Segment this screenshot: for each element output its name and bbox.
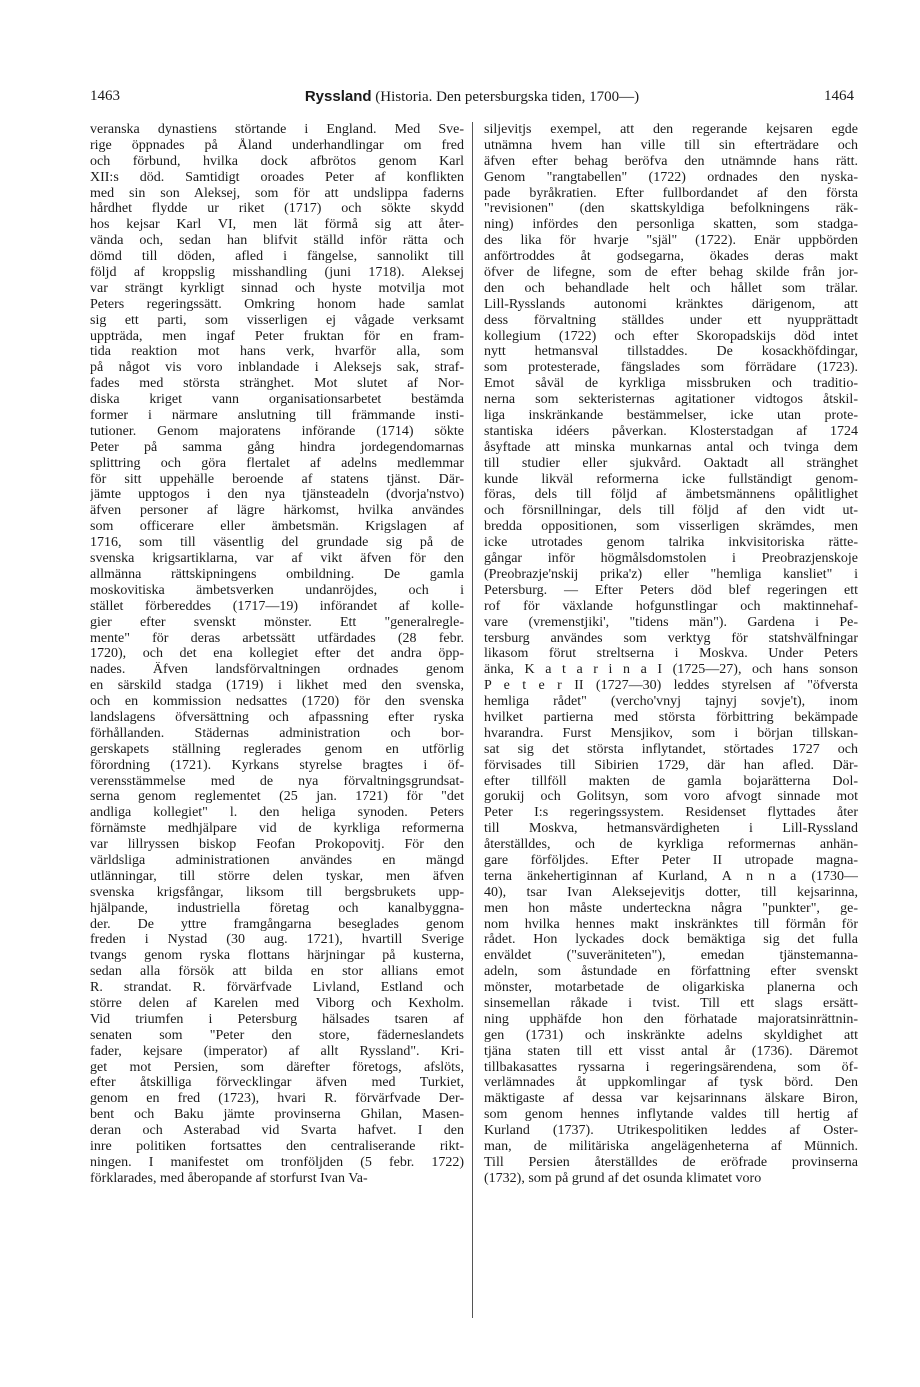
text-line: former i närmare anslutning till främmande insti- xyxy=(90,408,464,424)
text-line: öfver de lifegne, som de efter behag skilde från jor- xyxy=(484,265,858,281)
text-line: hjälpande, industriella företag och kanalbyggna- xyxy=(90,900,464,916)
text-line: man, de militäriska angelägenheterna af Münnich. xyxy=(484,1139,858,1154)
text-line: hvilket partierna med största förbittring bekämpade xyxy=(484,709,858,725)
text-line: dömd till döden, afled i fängelse, sannolikt till xyxy=(90,249,464,265)
text-column-right xyxy=(484,122,858,1322)
text-line: enväldet ("suveräniteten"), emedan tjänstemanna- xyxy=(484,948,858,964)
text-line: uppträda, men ingaf Peter fruktan för en fram- xyxy=(90,328,464,344)
text-line: för sitt uppehälle beroende af statens tjänst. Där- xyxy=(90,471,464,487)
column-divider xyxy=(472,122,473,1318)
text-line: hos kejsar Karl VI, men lät förmå sig att åter- xyxy=(90,217,464,233)
text-line: adeln, som åstundade en författning efter svenskt xyxy=(484,964,858,980)
text-line: rige öppnades på Åland underhandlingar om fred xyxy=(90,137,464,153)
text-line: återställdes, och de kyrkliga reformernas anhän- xyxy=(484,837,858,853)
text-line: tillbakasattes ryssarna i regeringsärendena, som öf- xyxy=(484,1059,858,1075)
page-number-left: 1463 xyxy=(90,88,120,104)
text-line: vare (vremenstjiki', "tidens män"). Gardena i Pe- xyxy=(484,614,858,630)
text-line: verensstämmelse med de nya förvaltningsgrundsat- xyxy=(90,773,464,789)
text-line: nades. Äfven landsförvaltningen ordnades genom xyxy=(90,662,464,678)
text-line: gerskapets ställning reglerades genom en utförlig xyxy=(90,741,464,757)
text-line: som protesterade, fängslades som förrädare (1723). xyxy=(484,360,858,376)
text-line: vända och, sedan han blifvit ställd inför rätta och xyxy=(90,233,464,249)
text-line: äfven personer af lägre härkomst, hvilka användes xyxy=(90,503,464,519)
text-line: stantiska idéers påverkan. Klosterstadgan af 1724 xyxy=(484,423,858,439)
text-line: der. De yttre framgångarna beseglades genom xyxy=(90,916,464,932)
text-line: var strängt kyrkligt sinnad och hyste motvilja mot xyxy=(90,280,464,296)
text-line: senaten som "Peter den store, fäderneslandets xyxy=(90,1027,464,1043)
running-head xyxy=(90,88,854,106)
text-line: allmänna rättskipningens ombildning. De gamla xyxy=(90,566,464,582)
text-line: stället förbereddes (1717—19) införandet af kolle- xyxy=(90,598,464,614)
text-line: likasom förut streltserna i Moskva. Under Peters xyxy=(484,646,858,662)
text-line: mäktigaste af dessa var kejsarinnans älskare Biron, xyxy=(484,1091,858,1107)
text-line: men hon måste underteckna några "punkter", ge- xyxy=(484,900,858,916)
text-line: var lillryssen biskop Feofan Prokopovitj. För den xyxy=(90,837,464,853)
text-line: nom hvilka hennes makt inskränktes till förmån för xyxy=(484,916,858,932)
text-line: bredda oppositionen, som visserligen skrämdes, men xyxy=(484,519,858,535)
text-line: och försnillningar, dels till följd af den vidt ut- xyxy=(484,503,858,519)
text-line: följd af kroppslig misshandling (juni 1718). Aleksej xyxy=(90,265,464,281)
text-line: till studier eller sjukvård. Oaktadt all stränghet xyxy=(484,455,858,471)
text-line: Peter på samma gång hindra jordegendomarnas xyxy=(90,439,464,455)
text-line: åsyftade att minska munkarnas antal och tvinga dem xyxy=(484,439,858,455)
text-line: kollegium (1722) och efter Skoropadskijs död intet xyxy=(484,328,858,344)
text-line: icke utrotades genom talrika inkvisitoriska rätte- xyxy=(484,535,858,551)
text-line: hårdhet flydde ur riket (1717) och sökte skydd xyxy=(90,201,464,217)
text-line: tutioner. Genom majoratens införande (1714) sökte xyxy=(90,423,464,439)
text-line: änka, K a t a r i n a I (1725—27), och hans sonson xyxy=(484,662,858,678)
text-line: ningen. I manifestet om tronföljden (5 febr. 1722) xyxy=(90,1154,464,1170)
text-line: 40), tsar Ivan Aleksejevitjs dotter, till kejsarinna, xyxy=(484,884,858,900)
text-line: 1720), och det ena kollegiet efter det andra öpp- xyxy=(90,646,464,662)
text-line: siljevitjs exempel, att den regerande kejsaren egde xyxy=(484,122,858,137)
text-line: terna änkehertiginnan af Kurland, A n n a (1730— xyxy=(484,868,858,884)
text-line: på något vis voro inblandade i Aleksejs sak, straf- xyxy=(90,360,464,376)
text-line: "revisionen" (den skattskyldiga befolkningens räk- xyxy=(484,201,858,217)
text-line: fades med största stränghet. Mot slutet af Nor- xyxy=(90,376,464,392)
page-number-right: 1464 xyxy=(824,88,854,104)
text-line: svenska krigsartiklarna, var af vikt äfven för den xyxy=(90,551,464,567)
text-line: Peter I:s regeringssystem. Residenset flyttades åter xyxy=(484,805,858,821)
text-line: diska kriget vann organisationsarbetet bestämda xyxy=(90,392,464,408)
text-line: deran och Asterabad vid Svarta hafvet. I den xyxy=(90,1123,464,1139)
text-line: R. strandat. R. förvärfvade Livland, Estland och xyxy=(90,980,464,996)
text-line: inre politiken fortsattes den centraliserande rikt- xyxy=(90,1139,464,1154)
text-line: större delen af Karelen med Viborg och Kexholm. xyxy=(90,995,464,1011)
text-line: föras, dels till följd af ämbetsmännens opålitlighet xyxy=(484,487,858,503)
text-line: Till Persien återställdes de eröfrade provinserna xyxy=(484,1154,858,1170)
text-line: som genom hennes inflytande valdes till hertig af xyxy=(484,1107,858,1123)
text-line: en särskild stadga (1719) i likhet med den svenska, xyxy=(90,678,464,694)
text-line: rof för växlande hofgunstlingar och maktinnehaf- xyxy=(484,598,858,614)
text-line: och en kommission nedsattes (1720) för den svenska xyxy=(90,694,464,710)
text-line: moskovitiska ämbetsverken undanröjdes, och i xyxy=(90,582,464,598)
text-line: Genom "rangtabellen" (1722) ordnades den nyska- xyxy=(484,169,858,185)
text-line: tida reaktion mot hans verk, hvarför alla, som xyxy=(90,344,464,360)
text-line: (1732), som på grund af det osunda klimatet voro xyxy=(484,1170,762,1186)
text-line: ning upphäfde hon den förhatade majoratsinrättnin- xyxy=(484,1011,858,1027)
text-line: tjäna staten till ett visst antal år (1736). Däremot xyxy=(484,1043,858,1059)
text-line: anförtroddes åt godsegarna, ökades deras makt xyxy=(484,249,858,265)
running-head-title: Ryssland xyxy=(304,88,372,105)
text-line: världsliga administrationen användes en mängd xyxy=(90,852,464,868)
text-line: Petersburg. — Efter Peters död blef regeringen ett xyxy=(484,582,858,598)
text-line: XII:s död. Samtidigt oroades Peter af konflikten xyxy=(90,169,464,185)
text-line: nerna som sekteristernas agitationer vidtogos åtskil- xyxy=(484,392,858,408)
text-line: 1716, som till väsentlig del grundade sig på de xyxy=(90,535,464,551)
text-column-left xyxy=(90,122,464,1322)
text-line: liga inskränkande bestämmelser, icke utan prote- xyxy=(484,408,858,424)
text-line: sig ett parti, som visserligen ej vågade verksamt xyxy=(90,312,464,328)
text-line: utlänningar, till större delen tyskar, men äfven xyxy=(90,868,464,884)
text-line: genom en fred (1723), hvari R. förvärfvade Der- xyxy=(90,1091,464,1107)
text-line: utnämna hvem han ville till sin efterträdare och xyxy=(484,137,858,153)
text-line: nytt hetmansval tillstaddes. De kosackhöfdingar, xyxy=(484,344,858,360)
text-line: landslagens öfversättning och afpassning efter ryska xyxy=(90,709,464,725)
text-line: fader, kejsare (imperator) af allt Ryssland". Kri- xyxy=(90,1043,464,1059)
text-line: splittring och göra flertalet af adelns medlemmar xyxy=(90,455,464,471)
text-line: mente" för deras arbetssätt utfärdades (28 febr. xyxy=(90,630,464,646)
text-line: hemliga rådet" (vercho'vnyj tajnyj sovje't), inom xyxy=(484,694,858,710)
text-line: gorukij och Golitsyn, som voro afvogt sinnade mot xyxy=(484,789,858,805)
text-line: förklarades, med åberopande af storfurst Ivan Va- xyxy=(90,1170,368,1186)
text-line: förordning (1721). Kyrkans styrelse bragtes i öf- xyxy=(90,757,464,773)
text-line: förvisades till Sibirien 1729, där han afled. Där- xyxy=(484,757,858,773)
text-line: veranska dynastiens störtande i England. Med Sve- xyxy=(90,122,464,137)
text-line: Vid triumfen i Petersburg hälsades tsaren af xyxy=(90,1011,464,1027)
text-line: gen (1731) och inskränkte adelns skyldighet att xyxy=(484,1027,858,1043)
text-line: förhållanden. Städernas administration och bor- xyxy=(90,725,464,741)
text-line: rådet. Hon lyckades dock bemäktiga sig det fulla xyxy=(484,932,858,948)
text-line: som officerare eller ämbetsmän. Krigslagen af xyxy=(90,519,464,535)
text-line: serna genom reglementet (25 jan. 1721) för "det xyxy=(90,789,464,805)
text-line: Peters regeringssätt. Omkring honom hade samlat xyxy=(90,296,464,312)
text-line: dess förvaltning ställdes under ett nyupprättadt xyxy=(484,312,858,328)
text-line: äfven efter behag beröfva den utnämnde hans rätt. xyxy=(484,153,858,169)
text-line: kunde likväl reformerna icke fullständigt genom- xyxy=(484,471,858,487)
text-line: den och behandlade helt och hållet som trälar. xyxy=(484,280,858,296)
running-head-subtitle: (Historia. Den petersburgska tiden, 1700—) xyxy=(375,89,640,105)
text-line: tvangs genom ryska flottans härjningar på kusterna, xyxy=(90,948,464,964)
text-line: Lill-Rysslands autonomi kränktes därigenom, att xyxy=(484,296,858,312)
text-line: sinsemellan råkade i tvist. Till ett slags ersätt- xyxy=(484,995,858,1011)
text-line: jämte upptogos i den nya tjänsteadeln (dvorja'nstvo) xyxy=(90,487,464,503)
text-line: hvarandra. Furst Mensjikov, som i början tillskan- xyxy=(484,725,858,741)
text-line: svenska krigsfångar, liksom till bergsbrukets upp- xyxy=(90,884,464,900)
text-line: förnämste medhjälpare vid de kyrkliga reformerna xyxy=(90,821,464,837)
text-line: Kurland (1737). Utrikespolitiken leddes af Oster- xyxy=(484,1123,858,1139)
text-line: get mot Persien, som därefter företogs, afslöts, xyxy=(90,1059,464,1075)
text-line: sedan alla försök att bilda en stor allians emot xyxy=(90,964,464,980)
text-line: ning) infördes den personliga skatten, som stadga- xyxy=(484,217,858,233)
text-line: gångar inför högmålsdomstolen i Preobrazjenskoje xyxy=(484,551,858,567)
text-line: efter tillföll makten de gamla bojarätterna Dol- xyxy=(484,773,858,789)
text-line: verlämnades åt uppkomlingar af tysk börd. Den xyxy=(484,1075,858,1091)
text-line: till Moskva, hetmansvärdigheten i Lill-Ryssland xyxy=(484,821,858,837)
text-line: (Preobrazje'nskij prika'z) eller "hemliga kansliet" i xyxy=(484,566,858,582)
text-line: freden i Nystad (30 aug. 1721), hvartill Sverige xyxy=(90,932,464,948)
text-line: och förbund, hvilka dock afbrötos genom Karl xyxy=(90,153,464,169)
text-line: mönster, motarbetade de oligarkiska planerna och xyxy=(484,980,858,996)
text-line: andliga kollegiet" l. den heliga synoden. Peters xyxy=(90,805,464,821)
text-line: tersburg användes som verktyg för statshvälfningar xyxy=(484,630,858,646)
text-line: gare förföljdes. Efter Peter II utropade magna- xyxy=(484,852,858,868)
text-line: efter åtskilliga förvecklingar äfven med Turkiet, xyxy=(90,1075,464,1091)
text-line: gier efter svenskt mönster. Ett "generalregle- xyxy=(90,614,464,630)
text-line: des lika för hvarje "själ" (1722). Enär uppbörden xyxy=(484,233,858,249)
page-header xyxy=(90,88,854,110)
text-line: P e t e r II (1727—30) leddes styrelsen af "öfversta xyxy=(484,678,858,694)
text-line: pade byråkratien. Efter fullbordandet af den första xyxy=(484,185,858,201)
text-line: sat sig det största inflytandet, störtades 1727 och xyxy=(484,741,858,757)
text-line: med sin son Aleksej, som för att undslippa faderns xyxy=(90,185,464,201)
text-line: Emot såväl de kyrkliga missbruken och traditio- xyxy=(484,376,858,392)
text-line: bent och Baku jämte provinserna Ghilan, Masen- xyxy=(90,1107,464,1123)
